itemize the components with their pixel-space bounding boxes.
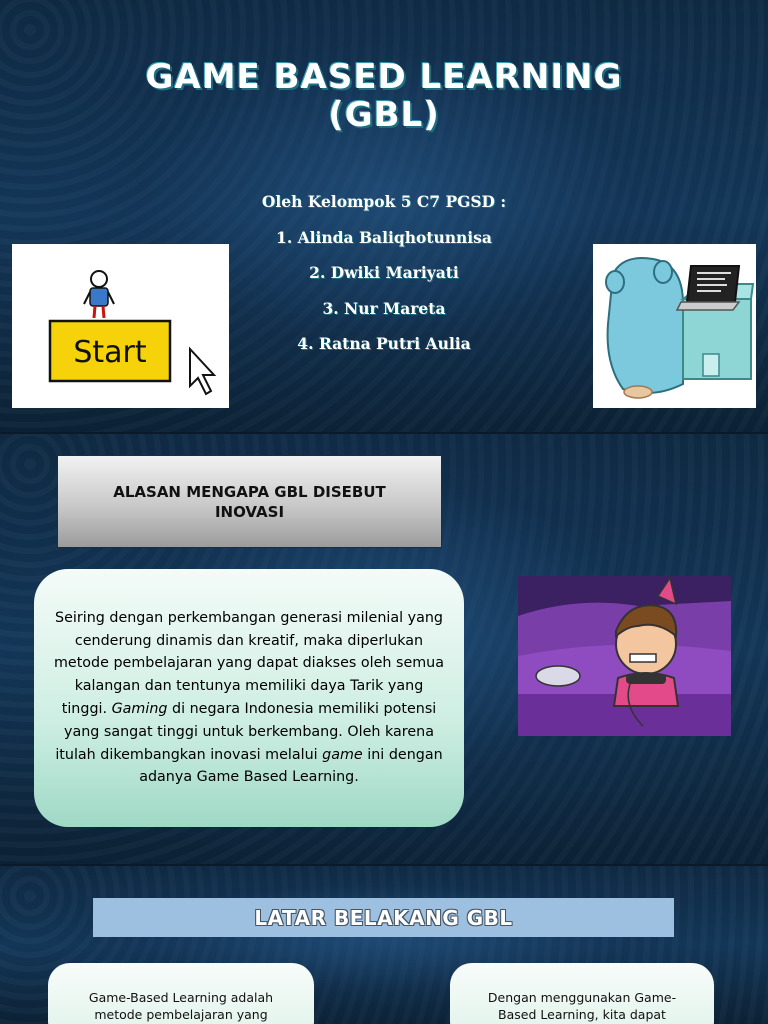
start-drawing <box>12 244 229 408</box>
title-line-1: GAME BASED LEARNING <box>145 57 623 97</box>
start-illustration <box>12 244 229 408</box>
card-text-line: Based Learning, kita dapat <box>498 1007 666 1022</box>
gaming-cartoon-image <box>518 576 731 736</box>
presentation-title <box>0 58 768 134</box>
start-label: Start <box>73 335 147 370</box>
paragraph-text: di negara Indonesia memiliki potensi yang sangat tinggi untuk berkembang. Oleh karena itulah dikembangkan inovasi melalui <box>55 701 437 763</box>
slide-title <box>0 0 768 432</box>
innovation-heading: ALASAN MENGAPA GBL DISEBUT INOVASI <box>113 482 386 521</box>
author-item: 3. Nur Mareta <box>322 298 446 318</box>
gopher-drawing <box>593 244 756 408</box>
card-text-line: Dengan menggunakan Game- <box>487 990 677 1005</box>
author-item: 2. Dwiki Mariyati <box>309 263 459 282</box>
author-list <box>190 190 578 368</box>
cartoon-drawing <box>518 576 731 736</box>
innovation-paragraph <box>52 607 446 789</box>
slide-background <box>0 866 768 1024</box>
card-text-line: metode pembelajaran yang <box>94 1007 268 1022</box>
benefit-card <box>450 963 714 1024</box>
paragraph-italic: game <box>322 746 363 763</box>
background-heading-bar <box>93 898 674 937</box>
title-line-2: (GBL) <box>328 95 440 135</box>
background-heading: LATAR BELAKANG GBL <box>254 905 513 930</box>
paragraph-italic: Gaming <box>111 701 168 717</box>
slide-innovation <box>0 434 768 864</box>
definition-card <box>48 963 314 1024</box>
author-item: 4. Ratna Putri Aulia <box>297 334 471 353</box>
paragraph-text: Seiring dengan perkembangan generasi milenial yang cenderung dinamis dan kreatif, maka diperlukan metode pembelajaran yang dapat diakses oleh semua kalangan dan tentunya memiliki daya Tarik yang tinggi. <box>53 609 445 717</box>
authors-heading: Oleh Kelompok 5 C7 PGSD : <box>261 192 507 211</box>
gopher-computer-illustration <box>593 244 756 408</box>
paragraph-text: ini dengan adanya Game Based Learning. <box>139 746 443 786</box>
innovation-heading-box <box>57 455 442 548</box>
innovation-text-box <box>34 569 464 827</box>
card-text-line: Game-Based Learning adalah <box>88 990 274 1005</box>
author-item: 1. Alinda Baliqhotunnisa <box>276 227 492 247</box>
